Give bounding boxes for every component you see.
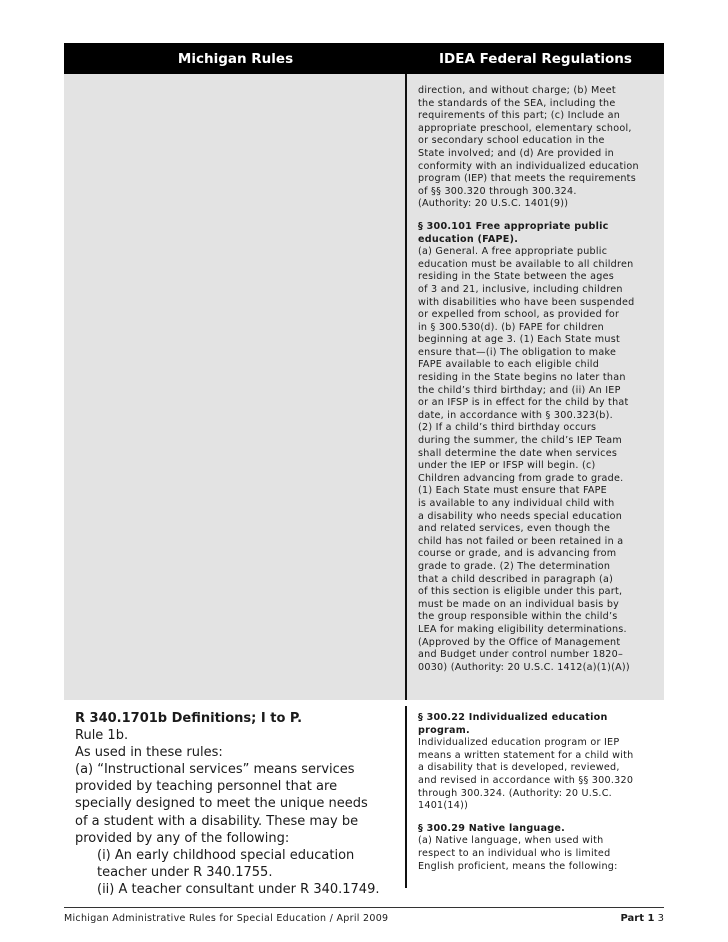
text-line: conformity with an individualized education bbox=[418, 160, 639, 172]
text-line: and related services, even though the bbox=[418, 523, 611, 535]
footer-rule bbox=[64, 907, 664, 908]
text-line: As used in these rules: bbox=[75, 745, 223, 761]
text-line: (ii) A teacher consultant under R 340.1749. bbox=[97, 881, 380, 897]
text-line: program. bbox=[418, 724, 470, 736]
text-line: requirements of this part; (c) Include an bbox=[418, 110, 621, 122]
text-line: the standards of the SEA, including the bbox=[418, 97, 616, 109]
footer-page bbox=[620, 913, 664, 924]
text-line: shall determine the date when services bbox=[418, 447, 618, 459]
idea-regulations-heading: IDEA Federal Regulations bbox=[439, 51, 632, 67]
text-line: § 300.101 Free appropriate public bbox=[418, 220, 609, 232]
text-line: is available to any individual child with bbox=[418, 498, 615, 509]
text-line: date, in accordance with § 300.323(b). bbox=[418, 409, 613, 421]
text-line: residing in the State between the ages bbox=[418, 271, 615, 283]
michigan-rule-text bbox=[75, 710, 400, 898]
text-line: of 3 and 21, inclusive, including children bbox=[418, 283, 623, 295]
text-line: a disability that is developed, reviewed, bbox=[418, 762, 620, 774]
text-line: of this section is eligible under this part, bbox=[418, 586, 623, 598]
text-line: (Approved by the Office of Management bbox=[418, 636, 621, 648]
text-line: must be made on an individual basis by bbox=[418, 598, 620, 610]
text-line: through 300.324. (Authority: 20 U.S.C. bbox=[418, 787, 612, 799]
text-line: 0030) (Authority: 20 U.S.C. 1412(a)(1)(A)) bbox=[418, 661, 630, 673]
text-line: provided by any of the following: bbox=[75, 830, 290, 846]
table-header bbox=[64, 43, 664, 74]
rule-heading: R 340.1701b Definitions; I to P. bbox=[75, 711, 303, 726]
text-line: education (FAPE). bbox=[418, 233, 519, 245]
text-line: child has not failed or been retained in a bbox=[418, 535, 624, 547]
text-line: that a child described in paragraph (a) bbox=[418, 573, 614, 585]
text-line: with disabilities who have been suspended bbox=[418, 296, 635, 308]
text-line: the group responsible within the child’s bbox=[418, 611, 618, 623]
text-line: or expelled from school, as provided for bbox=[418, 309, 620, 321]
federal-text-bottom bbox=[418, 712, 662, 873]
text-line: of §§ 300.320 through 300.324. bbox=[418, 185, 577, 197]
text-line: under the IEP or IFSP will begin. (c) bbox=[418, 460, 596, 472]
text-line: (a) “Instructional services” means services bbox=[75, 762, 355, 778]
text-line: beginning at age 3. (1) Each State must bbox=[418, 334, 620, 346]
text-line: program (IEP) that meets the requirements bbox=[418, 173, 636, 185]
text-line: or an IFSP is in effect for the child by that bbox=[418, 397, 629, 409]
column-divider bbox=[405, 706, 407, 888]
text-line: direction, and without charge; (b) Meet bbox=[418, 85, 616, 96]
text-line: grade to grade. (2) The determination bbox=[418, 560, 611, 572]
text-line: (Authority: 20 U.S.C. 1401(9)) bbox=[418, 198, 569, 210]
text-line: teacher under R 340.1755. bbox=[97, 864, 273, 880]
text-line: during the summer, the child’s IEP Team bbox=[418, 435, 623, 447]
text-line: in § 300.530(d). (b) FAPE for children bbox=[418, 321, 604, 333]
native-language-heading: § 300.29 Native language. bbox=[418, 822, 566, 834]
text-line: English proficient, means the following: bbox=[418, 860, 618, 872]
text-line: Rule 1b. bbox=[75, 728, 129, 744]
text-line: Individualized education program or IEP bbox=[418, 737, 620, 749]
text-line: a disability who needs special education bbox=[418, 510, 623, 522]
text-line: specially designed to meet the unique needs bbox=[75, 796, 368, 812]
footer-title: Michigan Administrative Rules for Special Education / April 2009 bbox=[64, 913, 389, 924]
text-line: appropriate preschool, elementary school, bbox=[418, 122, 632, 134]
text-line: LEA for making eligibility determinations. bbox=[418, 623, 627, 635]
text-line: and Budget under control number 1820– bbox=[418, 649, 624, 661]
page-number: 3 bbox=[657, 913, 664, 924]
text-line: education must be available to all children bbox=[418, 258, 634, 270]
text-line: (a) Native language, when used with bbox=[418, 835, 604, 847]
text-line: (i) An early childhood special education bbox=[97, 847, 355, 863]
text-line: the child’s third birthday; and (ii) An IEP bbox=[418, 384, 621, 396]
column-divider bbox=[405, 74, 407, 700]
text-line: means a written statement for a child with bbox=[418, 749, 634, 761]
text-line: Children advancing from grade to grade. bbox=[418, 472, 624, 484]
part-label: Part 1 bbox=[620, 913, 655, 924]
text-line: course or grade, and is advancing from bbox=[418, 548, 617, 560]
text-line: § 300.22 Individualized education bbox=[418, 712, 608, 723]
text-line: (a) General. A free appropriate public bbox=[418, 246, 608, 258]
text-line: or secondary school education in the bbox=[418, 135, 605, 147]
text-line: State involved; and (d) Are provided in bbox=[418, 147, 614, 159]
text-line: and revised in accordance with §§ 300.320 bbox=[418, 774, 634, 786]
text-line: of a student with a disability. These may be bbox=[75, 813, 359, 829]
text-line: FAPE available to each eligible child bbox=[418, 359, 600, 371]
text-line: (1) Each State must ensure that FAPE bbox=[418, 485, 607, 497]
text-line: provided by teaching personnel that are bbox=[75, 779, 338, 795]
text-line: residing in the State begins no later than bbox=[418, 372, 626, 384]
federal-text-top bbox=[418, 85, 662, 674]
text-line: ensure that—(i) The obligation to make bbox=[418, 346, 617, 358]
michigan-rules-heading: Michigan Rules bbox=[177, 51, 294, 67]
text-line: (2) If a child’s third birthday occurs bbox=[418, 422, 597, 434]
text-line: 1401(14)) bbox=[418, 800, 469, 812]
text-line: respect to an individual who is limited bbox=[418, 847, 611, 859]
